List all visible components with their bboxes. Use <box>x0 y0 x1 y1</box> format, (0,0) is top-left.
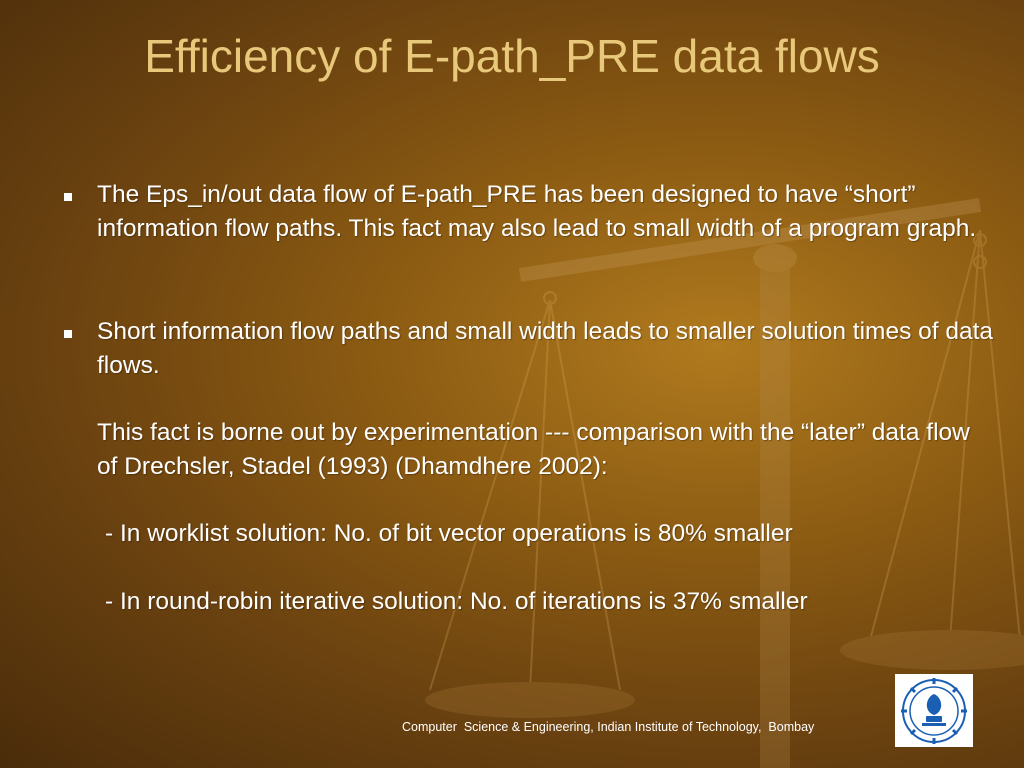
slide-title: Efficiency of E-path_PRE data flows <box>144 30 880 82</box>
explanation-paragraph: This fact is borne out by experimentation --- comparison with the “later” data flow of Drechsler, Stadel (1993) (Dhamdhere 2002): <box>97 419 970 480</box>
result-line: - In worklist solution: No. of bit vector operations is 80% smaller <box>105 520 793 547</box>
iit-bombay-logo-icon <box>895 674 973 747</box>
bullet-item <box>60 315 997 383</box>
bullet-text: The Eps_in/out data flow of E-path_PRE has been designed to have “short” information flow paths. This fact may also lead to small width of a program graph. <box>97 181 977 242</box>
square-bullet-icon <box>64 330 72 338</box>
bullet-item <box>60 178 997 246</box>
institute-logo <box>895 674 973 747</box>
square-bullet-icon <box>64 193 72 201</box>
footer-text: Computer Science & Engineering, Indian Institute of Technology, Bombay <box>402 720 815 734</box>
bullet-text: Short information flow paths and small width leads to smaller solution times of data flows. <box>97 318 994 379</box>
result-line: - In round-robin iterative solution: No. of iterations is 37% smaller <box>105 588 808 615</box>
